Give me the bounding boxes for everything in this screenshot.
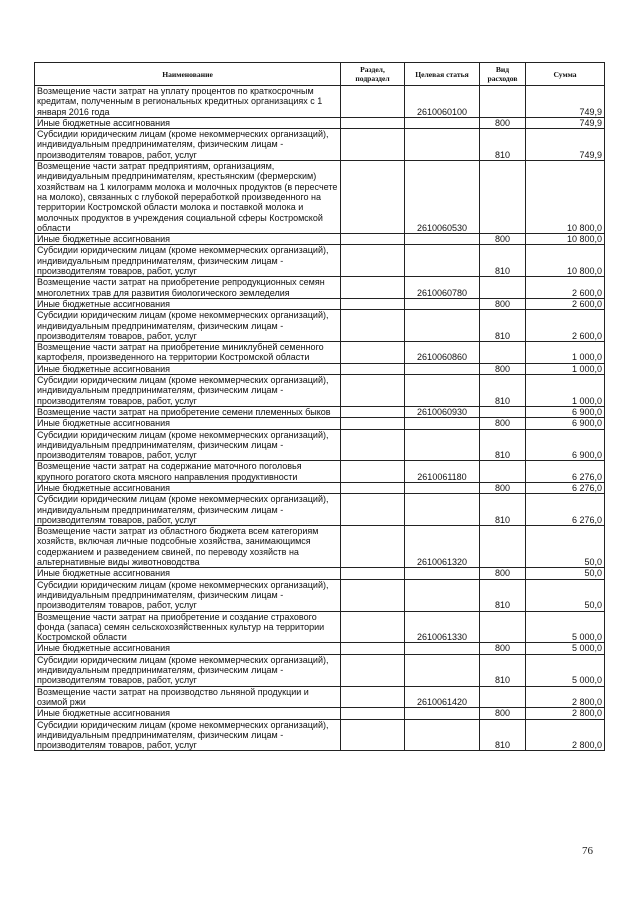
table-row — [35, 310, 605, 342]
cell-sum: 50,0 — [526, 526, 605, 568]
cell-name: Субсидии юридическим лицам (кроме некоммерческих организаций), индивидуальным предпринимателям, физическим лицам - производителям товаров, работ, услуг — [35, 245, 341, 277]
cell-article — [405, 298, 480, 309]
cell-name: Субсидии юридическим лицам (кроме некоммерческих организаций), индивидуальным предпринимателям, физическим лицам - производителям товаров, работ, услуг — [35, 129, 341, 161]
cell-section — [341, 482, 405, 493]
cell-article — [405, 494, 480, 526]
cell-type — [480, 611, 526, 643]
cell-name: Субсидии юридическим лицам (кроме некоммерческих организаций), индивидуальным предпринимателям, физическим лицам - производителям товаров, работ, услуг — [35, 719, 341, 751]
cell-section — [341, 342, 405, 364]
cell-sum: 2 800,0 — [526, 686, 605, 708]
table-row — [35, 245, 605, 277]
table-body — [35, 86, 605, 751]
cell-section — [341, 568, 405, 579]
cell-sum: 749,9 — [526, 117, 605, 128]
table-row — [35, 129, 605, 161]
cell-sum: 2 600,0 — [526, 277, 605, 299]
cell-sum: 6 900,0 — [526, 429, 605, 461]
cell-article: 2610061180 — [405, 461, 480, 483]
cell-article — [405, 418, 480, 429]
cell-type — [480, 461, 526, 483]
cell-name: Субсидии юридическим лицам (кроме некоммерческих организаций), индивидуальным предпринимателям, физическим лицам - производителям товаров, работ, услуг — [35, 429, 341, 461]
table-header-row — [35, 63, 605, 86]
table-row — [35, 719, 605, 751]
cell-sum: 2 600,0 — [526, 310, 605, 342]
cell-section — [341, 277, 405, 299]
cell-section — [341, 526, 405, 568]
cell-type: 800 — [480, 568, 526, 579]
cell-sum: 6 276,0 — [526, 482, 605, 493]
cell-type: 810 — [480, 579, 526, 611]
cell-name: Возмещение части затрат на приобретение и создание страхового фонда (запаса) семян сельскохозяйственных культур на территории Костромской области — [35, 611, 341, 643]
cell-sum: 5 000,0 — [526, 643, 605, 654]
cell-name: Возмещение части затрат из областного бюджета всем категориям хозяйств, включая личные подсобные хозяйства, занимающимся содержанием и разведением свиней, по переводу хозяйств на альтернативные виды животноводства — [35, 526, 341, 568]
table-row — [35, 406, 605, 417]
table-row — [35, 418, 605, 429]
cell-name: Иные бюджетные ассигнования — [35, 418, 341, 429]
cell-article — [405, 643, 480, 654]
cell-sum: 10 800,0 — [526, 234, 605, 245]
cell-sum: 749,9 — [526, 129, 605, 161]
cell-section — [341, 310, 405, 342]
budget-table — [34, 62, 605, 751]
cell-section — [341, 129, 405, 161]
cell-sum: 2 800,0 — [526, 708, 605, 719]
cell-type — [480, 86, 526, 118]
table-row — [35, 579, 605, 611]
cell-article: 2610060930 — [405, 406, 480, 417]
cell-sum: 6 900,0 — [526, 418, 605, 429]
cell-section — [341, 298, 405, 309]
table-row — [35, 526, 605, 568]
cell-name: Возмещение части затрат на содержание маточного поголовья крупного рогатого скота мясного направления продуктивности — [35, 461, 341, 483]
cell-article — [405, 363, 480, 374]
cell-type: 810 — [480, 654, 526, 686]
cell-article: 2610060100 — [405, 86, 480, 118]
cell-name: Иные бюджетные ассигнования — [35, 482, 341, 493]
cell-article: 2610060780 — [405, 277, 480, 299]
cell-name: Иные бюджетные ассигнования — [35, 234, 341, 245]
cell-name: Возмещение части затрат на приобретение миниклубней семенного картофеля, произведенного на территории Костромской области — [35, 342, 341, 364]
cell-type: 800 — [480, 234, 526, 245]
cell-section — [341, 429, 405, 461]
table-row — [35, 708, 605, 719]
cell-name: Возмещение части затрат предприятиям, организациям, индивидуальным предпринимателям, крестьянским (фермерским) хозяйствам на 1 килограмм молока и молочных продуктов (в пересчете на молоко), связанных с глубокой переработкой произведенного на территории Костромской области молока и поставкой молока и молочных продуктов в учреждения социальной сферы Костромской области — [35, 161, 341, 234]
cell-type — [480, 342, 526, 364]
cell-type: 800 — [480, 363, 526, 374]
cell-sum: 5 000,0 — [526, 611, 605, 643]
cell-type: 800 — [480, 418, 526, 429]
header-section: Раздел, подраздел — [341, 63, 405, 86]
cell-sum: 749,9 — [526, 86, 605, 118]
cell-article — [405, 234, 480, 245]
cell-type — [480, 277, 526, 299]
cell-sum: 5 000,0 — [526, 654, 605, 686]
cell-article — [405, 568, 480, 579]
cell-article — [405, 310, 480, 342]
cell-name: Возмещение части затрат на приобретение репродукционных семян многолетних трав для развития биологического земледелия — [35, 277, 341, 299]
cell-name: Возмещение части затрат на уплату процентов по краткосрочным кредитам, полученным в региональных кредитных организациях с 1 января 2016 года — [35, 86, 341, 118]
cell-section — [341, 117, 405, 128]
cell-name: Субсидии юридическим лицам (кроме некоммерческих организаций), индивидуальным предпринимателям, физическим лицам - производителям товаров, работ, услуг — [35, 375, 341, 407]
cell-name: Иные бюджетные ассигнования — [35, 117, 341, 128]
table-row — [35, 298, 605, 309]
cell-article: 2610061420 — [405, 686, 480, 708]
table-row — [35, 117, 605, 128]
cell-type — [480, 686, 526, 708]
cell-name: Субсидии юридическим лицам (кроме некоммерческих организаций), индивидуальным предпринимателям, физическим лицам - производителям товаров, работ, услуг — [35, 579, 341, 611]
cell-section — [341, 461, 405, 483]
cell-type: 810 — [480, 494, 526, 526]
cell-section — [341, 719, 405, 751]
cell-article — [405, 719, 480, 751]
cell-type: 800 — [480, 708, 526, 719]
header-type: Вид расходов — [480, 63, 526, 86]
cell-article — [405, 429, 480, 461]
cell-article: 2610060530 — [405, 161, 480, 234]
table-row — [35, 429, 605, 461]
cell-type: 810 — [480, 719, 526, 751]
cell-sum: 10 800,0 — [526, 245, 605, 277]
cell-name: Иные бюджетные ассигнования — [35, 568, 341, 579]
cell-article — [405, 579, 480, 611]
cell-section — [341, 161, 405, 234]
cell-sum: 1 000,0 — [526, 363, 605, 374]
table-row — [35, 277, 605, 299]
table-row — [35, 161, 605, 234]
table-row — [35, 86, 605, 118]
cell-sum: 6 276,0 — [526, 461, 605, 483]
cell-name: Возмещение части затрат на приобретение семени племенных быков — [35, 406, 341, 417]
page-number: 76 — [582, 845, 593, 857]
cell-name: Иные бюджетные ассигнования — [35, 298, 341, 309]
cell-article — [405, 708, 480, 719]
cell-section — [341, 406, 405, 417]
table-row — [35, 611, 605, 643]
cell-sum: 6 900,0 — [526, 406, 605, 417]
table-row — [35, 461, 605, 483]
cell-type: 810 — [480, 375, 526, 407]
cell-article — [405, 129, 480, 161]
table-row — [35, 363, 605, 374]
table-row — [35, 643, 605, 654]
cell-type: 800 — [480, 643, 526, 654]
cell-section — [341, 708, 405, 719]
cell-article: 2610060860 — [405, 342, 480, 364]
cell-section — [341, 643, 405, 654]
cell-name: Возмещение части затрат на производство льняной продукции и озимой ржи — [35, 686, 341, 708]
cell-section — [341, 579, 405, 611]
cell-sum: 6 276,0 — [526, 494, 605, 526]
cell-article — [405, 482, 480, 493]
cell-type: 810 — [480, 245, 526, 277]
table-row — [35, 686, 605, 708]
cell-type: 800 — [480, 117, 526, 128]
cell-name: Иные бюджетные ассигнования — [35, 708, 341, 719]
cell-sum: 50,0 — [526, 579, 605, 611]
cell-type — [480, 161, 526, 234]
cell-name: Иные бюджетные ассигнования — [35, 643, 341, 654]
cell-section — [341, 363, 405, 374]
cell-name: Субсидии юридическим лицам (кроме некоммерческих организаций), индивидуальным предпринимателям, физическим лицам - производителям товаров, работ, услуг — [35, 310, 341, 342]
cell-sum: 1 000,0 — [526, 342, 605, 364]
cell-name: Иные бюджетные ассигнования — [35, 363, 341, 374]
cell-section — [341, 245, 405, 277]
table-row — [35, 482, 605, 493]
header-sum: Сумма — [526, 63, 605, 86]
cell-article — [405, 117, 480, 128]
cell-type — [480, 526, 526, 568]
cell-type — [480, 406, 526, 417]
cell-sum: 2 600,0 — [526, 298, 605, 309]
cell-sum: 10 800,0 — [526, 161, 605, 234]
cell-article — [405, 654, 480, 686]
cell-type: 800 — [480, 482, 526, 493]
cell-sum: 2 800,0 — [526, 719, 605, 751]
cell-section — [341, 86, 405, 118]
table-row — [35, 654, 605, 686]
cell-type: 800 — [480, 298, 526, 309]
cell-name: Субсидии юридическим лицам (кроме некоммерческих организаций), индивидуальным предпринимателям, физическим лицам - производителям товаров, работ, услуг — [35, 494, 341, 526]
cell-sum: 50,0 — [526, 568, 605, 579]
cell-article: 2610061320 — [405, 526, 480, 568]
cell-type: 810 — [480, 129, 526, 161]
cell-article: 2610061330 — [405, 611, 480, 643]
table-row — [35, 342, 605, 364]
cell-section — [341, 234, 405, 245]
cell-section — [341, 611, 405, 643]
table-row — [35, 494, 605, 526]
cell-article — [405, 375, 480, 407]
cell-section — [341, 686, 405, 708]
cell-section — [341, 494, 405, 526]
table-row — [35, 375, 605, 407]
header-name: Наименование — [35, 63, 341, 86]
cell-type: 810 — [480, 429, 526, 461]
cell-section — [341, 418, 405, 429]
cell-sum: 1 000,0 — [526, 375, 605, 407]
table-row — [35, 234, 605, 245]
cell-type: 810 — [480, 310, 526, 342]
cell-article — [405, 245, 480, 277]
cell-name: Субсидии юридическим лицам (кроме некоммерческих организаций), индивидуальным предпринимателям, физическим лицам - производителям товаров, работ, услуг — [35, 654, 341, 686]
header-article: Целевая статья — [405, 63, 480, 86]
cell-section — [341, 654, 405, 686]
cell-section — [341, 375, 405, 407]
table-row — [35, 568, 605, 579]
